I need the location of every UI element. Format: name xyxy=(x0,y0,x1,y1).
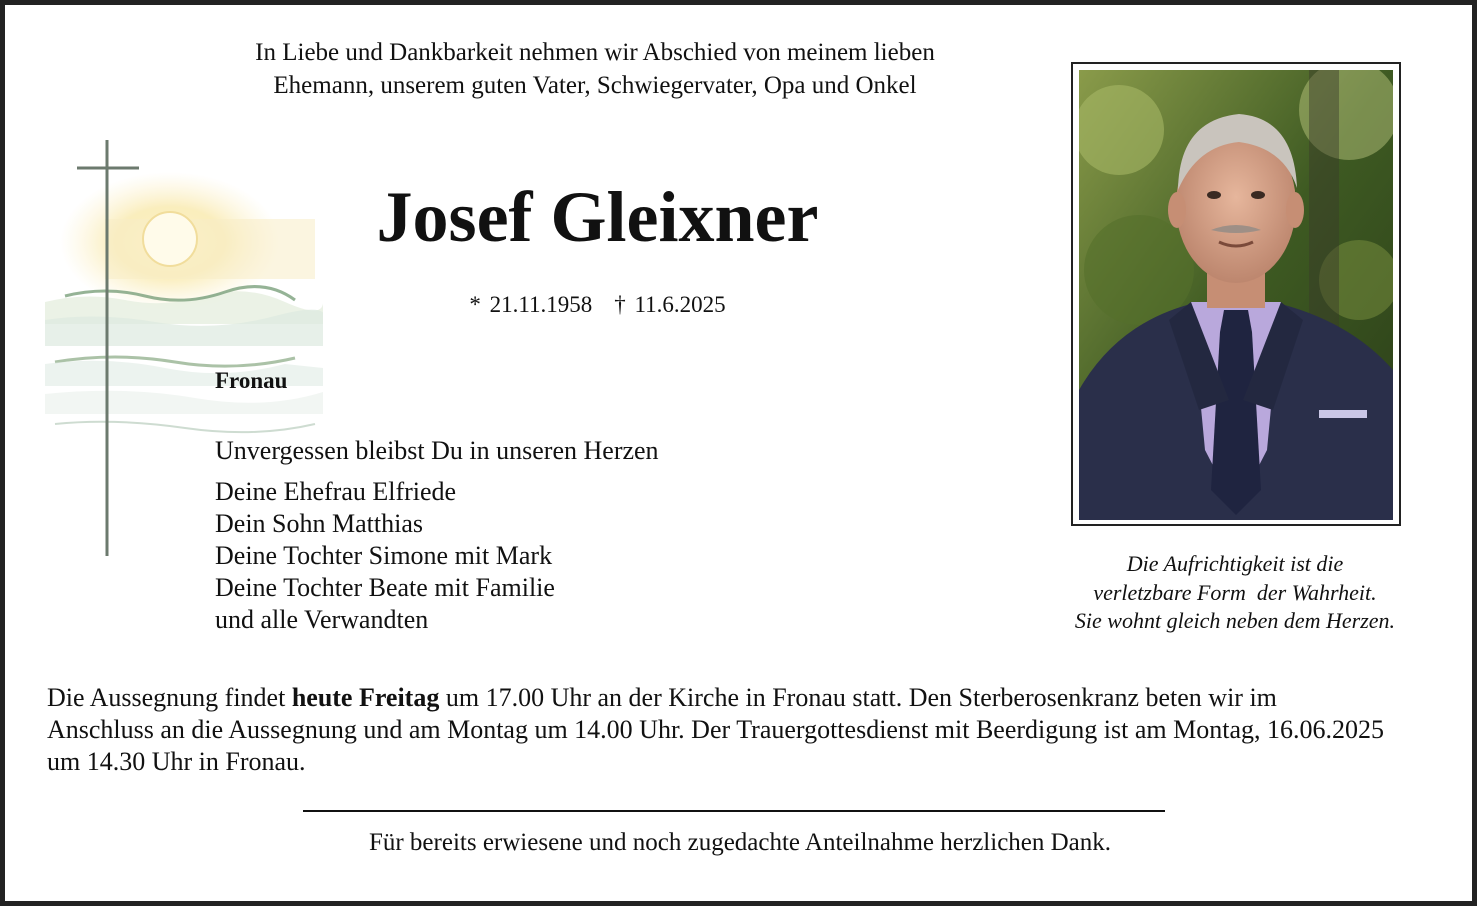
portrait-frame xyxy=(1071,62,1401,526)
intro-text xyxy=(150,36,1040,102)
quote-line: Die Aufrichtigkeit ist die xyxy=(1126,551,1344,576)
pocket-square xyxy=(1319,410,1367,418)
intro-line: Ehemann, unserem guten Vater, Schwiegervater, Opa und Onkel xyxy=(273,72,917,99)
place-name: Fronau xyxy=(215,368,288,393)
intro-line: In Liebe und Dankbarkeit nehmen wir Abschied von meinem lieben xyxy=(255,39,935,66)
mourners-list xyxy=(215,476,555,636)
sun xyxy=(143,212,197,266)
memorial-motto: Unvergessen bleibst Du in unseren Herzen xyxy=(215,436,659,465)
mourner-item: Dein Sohn Matthias xyxy=(215,509,423,538)
mourner-item: Deine Tochter Beate mit Familie xyxy=(215,573,555,602)
thanks-text: Für bereits erwiesene und noch zugedachte Anteilnahme herzlichen Dank. xyxy=(368,829,1112,856)
mourner-item: Deine Tochter Simone mit Mark xyxy=(215,541,553,570)
deceased-name: Josef Gleixner xyxy=(376,177,819,257)
divider xyxy=(303,810,1165,812)
quote-line: Sie wohnt gleich neben dem Herzen. xyxy=(1074,608,1396,633)
portrait-photo xyxy=(1079,70,1393,520)
funeral-info-text: um 17.00 Uhr an der Kirche in Fronau statt. Den Sterberosenkranz beten wir im Anschluss an die Aussegnung und am Montag um 14.00 Uhr. Der Trauergottesdienst mit Beerdigung ist am Montag, 16.06.2025 um 14.30 Uhr in Fronau. xyxy=(47,683,1384,776)
quote-line: verletzbare Form der Wahrheit. xyxy=(1093,579,1377,605)
mourner-item: Deine Ehefrau Elfriede xyxy=(215,477,457,506)
funeral-info xyxy=(47,682,1387,778)
quote xyxy=(1030,550,1440,636)
death-date: † 11.6.2025 xyxy=(614,292,726,317)
mourner-item: und alle Verwandten xyxy=(215,605,429,634)
life-dates xyxy=(300,290,895,320)
birth-date: * 21.11.1958 xyxy=(469,292,593,317)
funeral-info-highlight: heute Freitag xyxy=(291,683,440,712)
funeral-info-text: Die Aussegnung findet xyxy=(47,683,292,712)
